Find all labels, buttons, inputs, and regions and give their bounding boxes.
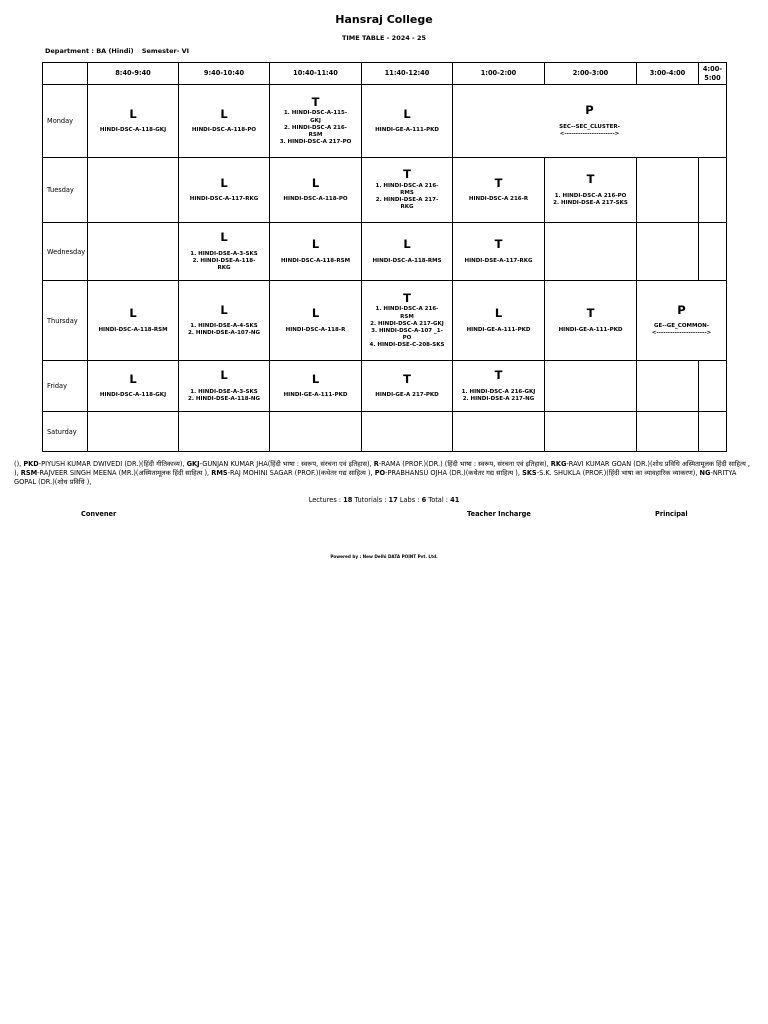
slot-cell: [88, 158, 179, 223]
course-code: 2. HINDI-DSC-A 216-: [284, 124, 347, 131]
department-label: Department : BA (Hindi): [45, 47, 134, 55]
lectures-count: 18: [343, 496, 353, 504]
slot-header: 11:40-12:40: [362, 63, 453, 85]
course-code: HINDI-DSC-A-118-R: [285, 326, 346, 333]
course-code: GKJ: [310, 117, 321, 124]
slot-cell: [270, 281, 362, 361]
course-code: HINDI-GE-A 217-PKD: [375, 392, 439, 399]
day-label: Friday: [43, 361, 88, 412]
course-code: GE--GE_COMMON-: [653, 323, 710, 330]
labs-count: 6: [421, 496, 427, 504]
session-type-label: L: [311, 237, 320, 252]
course-code: HINDI-GE-A-111-PKD: [283, 392, 348, 399]
timetable-title: TIME TABLE - 2024 - 25: [341, 34, 427, 42]
slot-cell: [637, 223, 699, 281]
course-code: HINDI-GE-A-111-PKD: [375, 127, 439, 134]
row-wednesday: [43, 223, 727, 281]
tutorials-count: 17: [388, 496, 398, 504]
faculty-detail: -GUNJAN KUMAR JHA(हिंदी भाषा : स्वरूप, संरचना एवं इतिहास),: [199, 460, 374, 468]
course-code: 2. HINDI-DSE-A-118-NG: [188, 395, 260, 402]
teacher-incharge-signature: Teacher Incharge: [467, 510, 531, 518]
faculty-detail: -RAVI KUMAR GOAN (DR.)(शोध प्रविधि अस्मितामूलक हिंदी साहित्य , ),: [14, 460, 750, 477]
course-code: HINDI-DSC-A-118-PO: [283, 196, 348, 203]
slot-cell: [453, 85, 727, 158]
course-code: HINDI-GE-A-111-PKD: [466, 326, 531, 333]
session-type-label: T: [586, 172, 595, 187]
course-code: RMS: [400, 190, 414, 197]
faculty-abbr: PO: [374, 468, 386, 477]
slot-cell: [179, 361, 270, 412]
course-code: HINDI-DSC-A 216-R: [468, 196, 529, 203]
slot-cell: [545, 158, 637, 223]
course-code: 1. HINDI-DSC-A 216-GKJ: [461, 388, 536, 395]
total-count: 41: [450, 496, 460, 504]
row-friday: [43, 361, 727, 412]
faculty-abbr: R: [373, 460, 379, 468]
course-code: HINDI-DSE-A-117-RKG: [464, 257, 533, 264]
slot-header: 8:40-9:40: [88, 63, 179, 85]
slot-cell: [362, 412, 453, 452]
slot-header: 3:00-4:00: [637, 63, 699, 85]
slot-cell: [88, 412, 179, 452]
slot-cell: [545, 412, 637, 452]
session-type-label: L: [129, 106, 137, 121]
slot-cell: [699, 361, 727, 412]
session-type-label: P: [585, 103, 594, 118]
course-code: HINDI-DSC-A-118-PO: [191, 127, 257, 134]
slot-cell: [88, 281, 179, 361]
faculty-detail: -PRABHANSU OJHA (DR.)(कथेतर गद्य साहित्य ),: [385, 468, 523, 477]
course-code: <---------------------->: [559, 130, 620, 137]
faculty-legend: [14, 460, 754, 487]
course-code: RSM: [400, 313, 414, 320]
faculty-detail: -RAJ MOHINI SAGAR (PROF.)(कथेतर गद्य साहित्य ),: [227, 468, 375, 477]
session-type-label: L: [311, 175, 320, 190]
session-type-label: T: [586, 306, 595, 321]
course-code: HINDI-DSC-A-118-RSM: [280, 257, 351, 264]
course-code: <---------------------->: [651, 330, 712, 337]
slot-header: 9:40-10:40: [179, 63, 270, 85]
course-code: PO: [402, 334, 412, 341]
slot-cell: [362, 223, 453, 281]
slot-header: 2:00-3:00: [545, 63, 637, 85]
course-code: 3. HINDI-DSC-A-107 _1-: [371, 327, 443, 334]
course-code: SEC--SEC_CLUSTER-: [559, 123, 620, 130]
course-code: 3. HINDI-DSC-A 217-PO: [279, 139, 352, 146]
course-code: 2. HINDI-DSE-A 217-SKS: [553, 199, 628, 206]
powered-by: Powered by : New Delhi DATA POINT Pvt. Ltd.: [330, 554, 438, 559]
slot-cell: [270, 361, 362, 412]
faculty-detail: -RAMA (PROF.)(DR.) (हिंदी भाषा : स्वरूप, संरचना एवं इतिहास),: [378, 460, 551, 468]
slot-cell: [637, 412, 699, 452]
slot-cell: [453, 158, 545, 223]
session-type-label: L: [220, 302, 228, 317]
slot-cell: [179, 223, 270, 281]
slot-cell: [453, 223, 545, 281]
corner-cell: [43, 63, 88, 85]
total-label: Total :: [426, 496, 451, 504]
slot-cell: [637, 361, 699, 412]
slot-cell: [545, 223, 637, 281]
course-code: HINDI-DSC-A-118-RSM: [98, 326, 168, 333]
faculty-abbr: PKD: [23, 460, 39, 468]
course-code: 1. HINDI-DSC-A 216-PO: [554, 192, 627, 199]
slot-cell: [179, 412, 270, 452]
slot-cell: [545, 281, 637, 361]
session-type-label: L: [220, 368, 228, 383]
session-type-label: T: [494, 237, 503, 252]
course-code: HINDI-DSC-A-117-RKG: [189, 196, 259, 203]
course-code: 2. HINDI-DSE-A-107-NG: [188, 330, 260, 337]
slot-cell: [270, 85, 362, 158]
slot-cell: [88, 223, 179, 281]
row-monday: [43, 85, 727, 158]
faculty-detail: -NRITYA GOPAL (DR.)(शोध प्रविधि ),: [14, 468, 737, 486]
session-type-label: L: [129, 306, 137, 321]
totals-line: [0, 496, 768, 504]
course-code: 1. HINDI-DSE-A-4-SKS: [190, 323, 258, 330]
session-type-label: L: [403, 237, 411, 252]
slot-cell: [453, 412, 545, 452]
slot-header: 4:00- 5:00: [699, 63, 727, 85]
session-type-label: T: [494, 368, 503, 383]
row-tuesday: [43, 158, 727, 223]
faculty-abbr: RKG: [550, 460, 567, 468]
session-type-label: L: [220, 175, 228, 190]
convener-signature: Convener: [81, 510, 117, 518]
row-saturday: [43, 412, 727, 452]
day-label: Tuesday: [43, 158, 88, 223]
course-code: HINDI-GE-A-111-PKD: [558, 326, 623, 333]
course-code: HINDI-DSC-A-118-RMS: [372, 257, 442, 264]
course-code: 1. HINDI-DSC-A 216-: [375, 306, 439, 313]
course-code: 2. HINDI-DSE-A 217-NG: [462, 395, 535, 402]
session-type-label: T: [403, 290, 411, 305]
slot-cell: [637, 158, 699, 223]
day-label: Saturday: [43, 412, 88, 452]
row-thursday: [43, 281, 727, 361]
principal-signature: Principal: [655, 510, 688, 518]
session-type-label: L: [129, 371, 137, 386]
session-type-label: L: [311, 306, 320, 321]
faculty-abbr: SKS: [522, 468, 537, 477]
slot-cell: [453, 361, 545, 412]
course-code: 1. HINDI-DSE-A-3-SKS: [190, 388, 258, 395]
timetable: [42, 62, 727, 452]
slot-cell: [699, 223, 727, 281]
course-code: HINDI-DSC-A-118-GKJ: [99, 392, 167, 399]
course-code: RKG: [217, 264, 231, 271]
tutorials-label: Tutorials :: [352, 496, 389, 504]
slot-cell: [453, 281, 545, 361]
course-code: 2. HINDI-DSE-A 217-: [375, 197, 439, 204]
slot-cell: [362, 361, 453, 412]
day-label: Thursday: [43, 281, 88, 361]
department-line: [45, 47, 189, 55]
session-type-label: L: [220, 106, 228, 121]
faculty-abbr: RSM: [20, 468, 38, 477]
session-type-label: L: [311, 371, 320, 386]
slot-cell: [362, 158, 453, 223]
faculty-detail: -RAJVEER SINGH MEENA (MR.)(अस्मितामूलक हिंदी साहित्य ),: [37, 468, 212, 477]
course-code: RSM: [308, 131, 323, 138]
session-type-label: L: [220, 229, 228, 244]
course-code: 4. HINDI-DSE-C-208-SKS: [369, 342, 445, 349]
slot-cell: [179, 281, 270, 361]
semester-label: Semester- VI: [141, 47, 190, 55]
session-type-label: T: [403, 167, 411, 182]
slot-cell: [270, 412, 362, 452]
slot-cell: [270, 158, 362, 223]
course-code: 2. HINDI-DSC-A 217-GKJ: [370, 320, 444, 327]
slot-cell: [545, 361, 637, 412]
faculty-detail: -S.K. SHUKLA (PROF.)(हिंदी भाषा का व्यावहारिक व्याकरण),: [536, 468, 700, 477]
slot-cell: [88, 85, 179, 158]
college-title: Hansraj College: [335, 13, 433, 26]
course-code: 1. HINDI-DSC-A 216-: [375, 183, 439, 190]
slot-cell: [362, 85, 453, 158]
day-label: Wednesday: [43, 223, 88, 281]
slot-cell: [179, 85, 270, 158]
course-code: 1. HINDI-DSC-A-115-: [283, 110, 348, 117]
header-row: [43, 63, 727, 85]
session-type-label: T: [494, 175, 503, 190]
slot-cell: [637, 281, 727, 361]
faculty-abbr: RMS: [211, 468, 228, 477]
slot-cell: [88, 361, 179, 412]
labs-label: Labs :: [397, 496, 422, 504]
slot-cell: [362, 281, 453, 361]
course-code: HINDI-DSC-A-118-GKJ: [99, 127, 167, 134]
slot-cell: [699, 412, 727, 452]
session-type-label: T: [311, 94, 320, 109]
faculty-detail: -PIYUSH KUMAR DWIVEDI (DR.)(हिंदी गीतिकाव्य),: [38, 460, 187, 468]
session-type-label: L: [403, 106, 411, 121]
slot-cell: [699, 158, 727, 223]
day-label: Monday: [43, 85, 88, 158]
session-type-label: P: [677, 302, 686, 317]
course-code: 2. HINDI-DSE-A-118-: [192, 257, 256, 264]
faculty-abbr: GKJ: [186, 460, 200, 468]
session-type-label: L: [494, 306, 503, 321]
faculty-detail: (),: [14, 460, 24, 468]
slot-cell: [270, 223, 362, 281]
slot-header: 10:40-11:40: [270, 63, 362, 85]
slot-cell: [179, 158, 270, 223]
course-code: RKG: [400, 204, 414, 211]
slot-header: 1:00-2:00: [453, 63, 545, 85]
session-type-label: T: [403, 371, 411, 386]
course-code: 1. HINDI-DSE-A-3-SKS: [190, 250, 258, 257]
lectures-label: Lectures :: [308, 496, 344, 504]
faculty-abbr: NG: [699, 468, 711, 477]
